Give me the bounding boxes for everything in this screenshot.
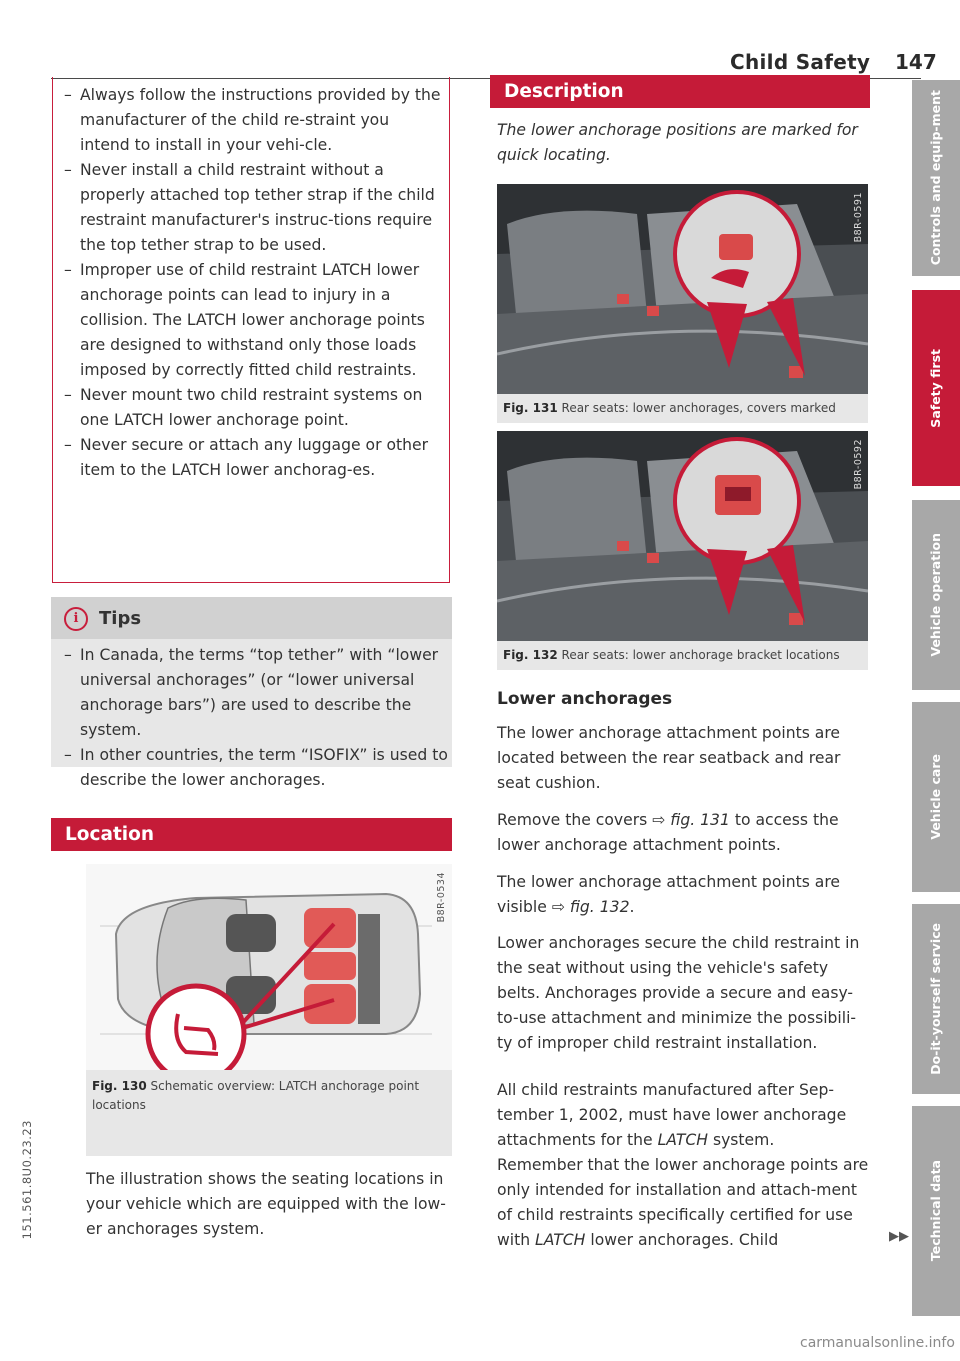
lower-anchorages-heading: Lower anchorages	[497, 689, 673, 709]
warning-item: – Always follow the instructions provided by the manufacturer of the child re-straint you intend to install in your vehi-cle.	[58, 83, 442, 158]
text-run: to access the lower anchorage attachment points.	[497, 811, 839, 854]
location-body: The illustration shows the seating locations in your vehicle which are equipped with the low-er anchorages system.	[86, 1170, 446, 1238]
figure-number: Fig. 132	[503, 648, 558, 662]
figure-caption-text: Rear seats: lower anchorage bracket locations	[561, 648, 840, 662]
text-run: All child restraints manufactured after Sep-tember 1, 2002, must have lower anchorage attachments for the	[497, 1081, 847, 1149]
tips-list	[58, 643, 450, 793]
tab-safety-first[interactable]	[912, 290, 960, 486]
text-run: LATCH	[657, 1131, 708, 1149]
document-code: 151.561.8U0.23.23	[20, 1120, 34, 1240]
warning-item: – Improper use of child restraint LATCH lower anchorage points can lead to injury in a collision. The LATCH lower anchorage points are designed to withstand only those loads imposed by correctly fitted child restraints.	[58, 258, 442, 383]
tab-label: Technical data	[928, 1160, 943, 1262]
tab-vehicle-care[interactable]	[912, 702, 960, 892]
warning-item: – Never install a child restraint without a properly attached top tether strap if the child restraint manufacturer's instruc-tions require the top tether strap to be used.	[58, 158, 442, 258]
tab-label: Controls and equip-ment	[928, 90, 943, 266]
text-run: system.	[707, 1131, 775, 1149]
text-run: The lower anchorage attachment points are visible	[497, 873, 841, 916]
paragraph	[497, 870, 869, 920]
figure-number: Fig. 130	[92, 1079, 147, 1093]
continue-arrow-icon: ▶▶	[889, 1229, 909, 1244]
tip-item: – In Canada, the terms “top tether” with “lower universal anchorages” (or “lower universal anchorage bars”) are used to describe the system.	[58, 643, 450, 743]
figure-130-caption	[92, 1077, 442, 1115]
figure-code: B8R-0534	[436, 872, 447, 923]
text-run: Remove the covers	[497, 811, 653, 829]
section-title: Child Safety	[730, 50, 871, 74]
paragraph	[497, 1078, 869, 1153]
tip-item: – In other countries, the term “ISOFIX” is used to describe the lower anchorages.	[58, 743, 450, 793]
car-overview-illustration	[86, 864, 452, 1070]
paragraph	[497, 1153, 869, 1253]
rear-seat-covers-photo	[497, 184, 868, 394]
text-run: Remember that the lower anchorage points are only intended for installation and attach-ment of child restraints specifically certified for use with	[497, 1156, 869, 1249]
description-heading: Description	[490, 75, 870, 108]
figure-132-caption	[503, 646, 865, 665]
text-run: LATCH	[535, 1231, 586, 1249]
figure-caption-text: Rear seats: lower anchorages, covers marked	[561, 401, 836, 415]
text-run: .	[629, 898, 635, 916]
tab-do-it-yourself-service[interactable]	[912, 904, 960, 1094]
figure-caption-text: Schematic overview: LATCH anchorage point locations	[92, 1079, 420, 1112]
figure-131-caption	[503, 399, 865, 418]
warning-item: – Never mount two child restraint systems on one LATCH lower anchorage point.	[58, 383, 442, 433]
figure-reference-link[interactable]: ⇨ fig. 131	[652, 811, 730, 829]
figure-132-image	[497, 431, 868, 641]
figure-number: Fig. 131	[503, 401, 558, 415]
paragraph	[497, 808, 869, 858]
tips-label: Tips	[99, 608, 142, 629]
watermark: carmanualsonline.info	[800, 1335, 955, 1351]
tab-label: Vehicle care	[928, 754, 943, 840]
description-intro: The lower anchorage positions are marked for quick locating.	[497, 121, 858, 164]
tab-label: Safety first	[928, 348, 943, 428]
warning-item: – Never secure or attach any luggage or other item to the LATCH lower anchorag-es.	[58, 433, 442, 483]
text-run: lower anchorages. Child	[585, 1231, 779, 1249]
location-heading: Location	[51, 818, 452, 851]
tab-technical-data[interactable]	[912, 1106, 960, 1316]
tab-controls-and-equipment[interactable]	[912, 80, 960, 276]
tab-label: Do-it-yourself service	[928, 923, 943, 1075]
figure-131-image	[497, 184, 868, 394]
paragraph: The lower anchorage attachment points are located between the rear seatback and rear seat cushion.	[497, 724, 841, 792]
figure-reference-link[interactable]: ⇨ fig. 132	[551, 898, 630, 916]
figure-130-image	[86, 864, 452, 1070]
warning-list	[58, 83, 442, 483]
tab-label: Vehicle operation	[928, 533, 943, 657]
figure-code: B8R-0591	[853, 192, 864, 243]
info-icon: i	[64, 607, 88, 631]
rear-seat-brackets-photo	[497, 431, 868, 641]
page-number: 147	[895, 50, 937, 74]
tab-vehicle-operation[interactable]	[912, 500, 960, 690]
figure-code: B8R-0592	[853, 439, 864, 490]
paragraph: Lower anchorages secure the child restraint in the seat without using the vehicle's safety belts. Anchorages provide a secure and easy-to-use attachment and minimize the possibili-ty of improper child restraint installation.	[497, 934, 860, 1052]
